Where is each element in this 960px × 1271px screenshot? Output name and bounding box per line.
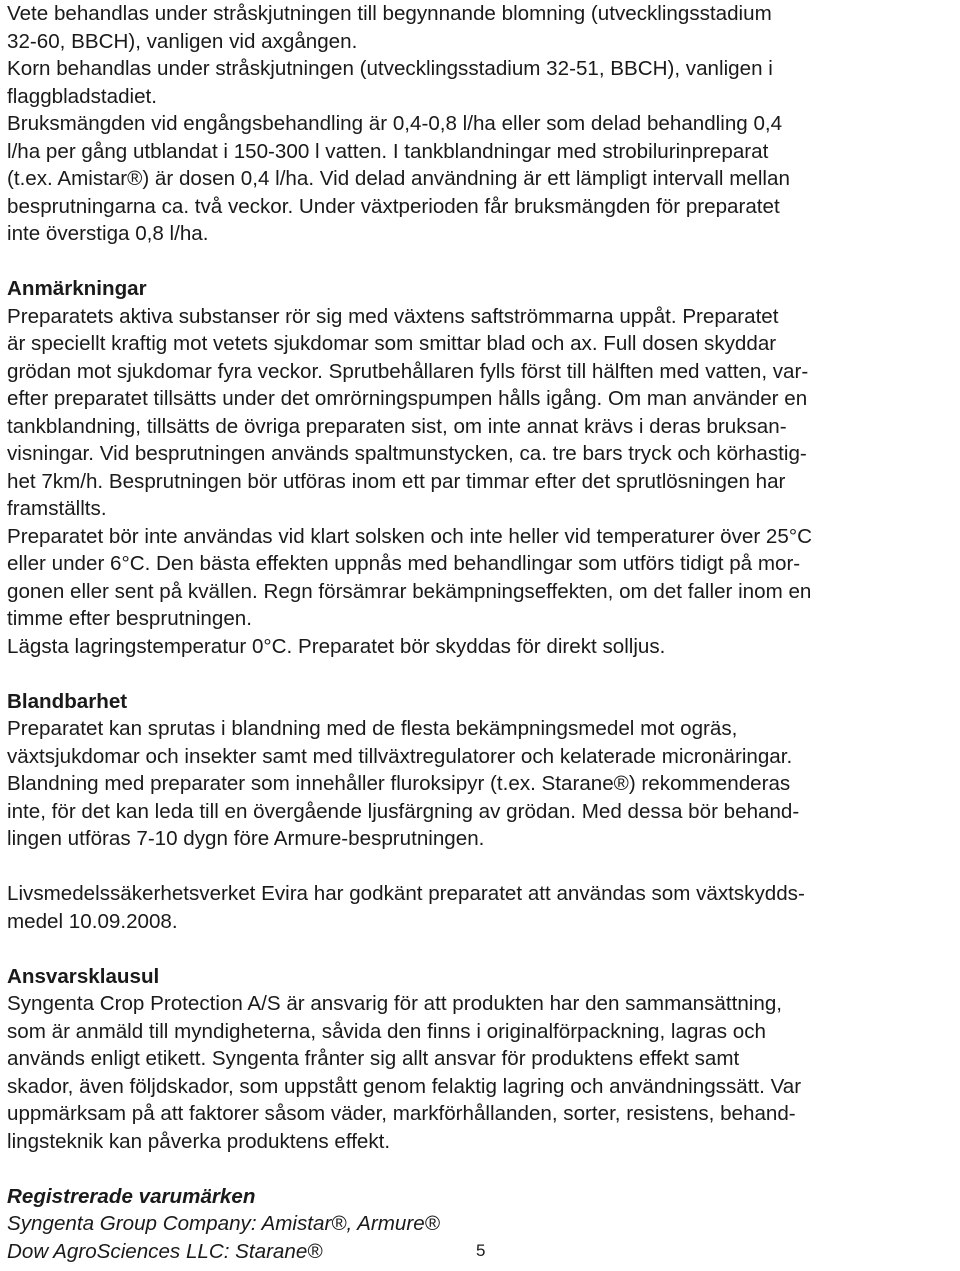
spacer bbox=[7, 853, 955, 881]
section-heading-trademarks: Registrerade varumärken bbox=[7, 1184, 256, 1208]
trademark-line-syngenta: Syngenta Group Company: Amistar®, Armure® bbox=[7, 1212, 440, 1235]
section-heading-ansvarsklausul: Ansvarsklausul bbox=[7, 964, 160, 988]
spacer bbox=[7, 1155, 955, 1183]
anmarkningar-paragraph-3: Lägsta lagringstemperatur 0°C. Preparatet bör skyddas för direkt solljus. bbox=[7, 634, 666, 658]
spacer bbox=[7, 935, 955, 963]
section-heading-anmarkningar: Anmärkningar bbox=[7, 277, 147, 300]
anmarkningar-paragraph-1: Preparatets aktiva substanser rör sig med växtens saftströmmarna uppåt. Preparatet är speciellt kraftig mot vetets sjukdomar som smittar blad och ax. Full dosen skyddar grödan mot sjukdomar fyra veckor. Sprutbehållaren fylls först till hälften med vatten, var- efter preparatet tillsätts under det omrörningspumpen hålls igång. Om man använder en tankblandning, tillsätts de övriga preparaten sist, om inte annat krävs i deras bruksan- visningar. Vid besprutningen används spaltmunstycken, ca. tre bars tryck och körhastig- het 7km/h. Besprutningen bör utföras inom ett par timmar efter det sprutlösningen har framställts. bbox=[7, 304, 809, 520]
page-number: 5 bbox=[476, 1241, 486, 1260]
trademark-line-dow: Dow AgroSciences LLC: Starane® bbox=[7, 1239, 323, 1263]
approval-paragraph: Livsmedelssäkerhetsverket Evira har godkänt preparatet att användas som växtskydds- medel 10.09.2008. bbox=[7, 882, 805, 933]
intro-paragraph: Vete behandlas under stråskjutningen till begynnande blomning (utvecklingsstadium 32-60, BBCH), vanligen vid axgången. Korn behandlas under stråskjutningen (utvecklingsstadium 32-51, BBCH), vanligen i flaggbladstadiet. Bruksmängden vid engångsbehandling är 0,4-0,8 l/ha eller som delad behandling 0,4 l/ha per gång utblandat i 150-300 l vatten. I tankblandningar med strobilurinpreparat (t.ex. Amistar®) är dosen 0,4 l/ha. Vid delad användning är ett lämpligt intervall mellan besprutningarna ca. två veckor. Under växtperioden får bruksmängden för preparatet inte överstiga 0,8 l/ha. bbox=[7, 2, 790, 245]
blandbarhet-paragraph: Preparatet kan sprutas i blandning med de flesta bekämpningsmedel mot ogräs, växtsjukdomar och insekter samt med tillväxtregulatorer och kelaterade micronäringar. Blandning med preparater som innehåller fluroksipyr (t.ex. Starane®) rekommenderas inte, för det kan leda till en övergående ljusfärgning av grödan. Med dessa bör behand- lingen utföras 7-10 dygn före Armure-besprutningen. bbox=[7, 717, 800, 850]
section-heading-blandbarhet: Blandbarhet bbox=[7, 689, 128, 713]
spacer bbox=[7, 248, 955, 276]
spacer bbox=[7, 660, 955, 688]
anmarkningar-paragraph-2: Preparatet bör inte användas vid klart solsken och inte heller vid temperaturer över 25°C eller under 6°C. Den bästa effekten uppnås med behandlingar som utförs tidigt på mor- gonen eller sent på kvällen. Regn försämrar bekämpningseffekten, om det faller inom en timme efter besprutningen. bbox=[7, 524, 812, 630]
ansvarsklausul-paragraph: Syngenta Crop Protection A/S är ansvarig för att produkten har den sammansättning, som är anmäld till myndigheterna, såvida den finns i originalförpackning, lagras och används enligt etikett. Syngenta frånter sig allt ansvar för produktens effekt samt skador, även följdskador, som uppstått genom felaktig lagring och användningssätt. Var uppmärksam på att faktorer såsom väder, markförhållanden, sorter, resistens, behand- lingsteknik kan påverka produktens effekt. bbox=[7, 992, 802, 1153]
document-page bbox=[7, 0, 955, 1265]
